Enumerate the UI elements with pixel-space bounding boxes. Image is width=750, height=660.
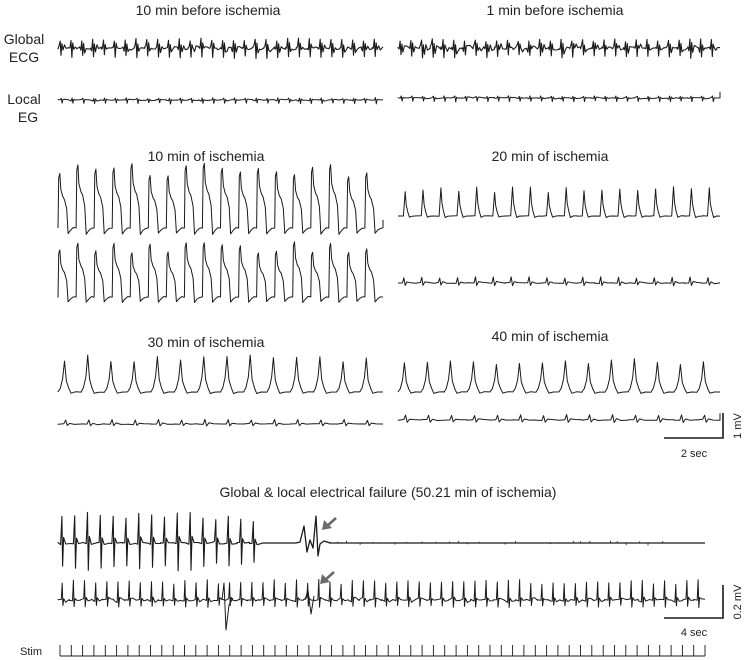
- scale-bar-lower-time: 4 sec: [680, 627, 708, 639]
- trace-line: [58, 419, 383, 426]
- trace-line: [60, 645, 705, 656]
- row-label-global-1: Global: [3, 31, 45, 47]
- row-label-local-2: EG: [17, 109, 39, 125]
- trace-line: [58, 242, 383, 303]
- trace-line: [212, 516, 262, 566]
- trace-20of-local: [398, 277, 720, 286]
- trace-1before-local: [398, 92, 720, 102]
- row-label-stim: Stim: [20, 646, 42, 658]
- trace-line: [58, 38, 383, 58]
- trace-10of-global: [58, 163, 383, 234]
- trace-line: [398, 277, 720, 286]
- trace-20of-global: [398, 187, 720, 218]
- trace-40of-global: [398, 359, 720, 394]
- scale-bar-upper-time: 2 sec: [680, 448, 708, 460]
- trace-failure-global: [58, 512, 705, 570]
- trace-30of-local: [58, 419, 383, 426]
- trace-line: [398, 39, 720, 59]
- trace-40of-local: [398, 413, 720, 422]
- trace-line: [58, 355, 383, 393]
- trace-line: [58, 163, 383, 234]
- trace-line: [398, 187, 720, 218]
- panel-title-failure: Global & local electrical failure (50.21 min of ischemia): [219, 484, 557, 500]
- scale-bar-upper-voltage: 1 mV: [732, 413, 744, 439]
- trace-line: [58, 98, 383, 104]
- trace-line: [58, 580, 705, 608]
- panel-title-10-before: 10 min before ischemia: [135, 2, 281, 18]
- trace-line: [398, 92, 720, 102]
- trace-line: [58, 512, 212, 570]
- trace-line: [305, 590, 314, 614]
- failure-arrow-local: [320, 572, 334, 584]
- panel-title-30-of: 30 min of ischemia: [147, 334, 265, 350]
- trace-line: [222, 583, 233, 630]
- trace-10before-global: [58, 38, 383, 58]
- failure-arrow-global: [322, 518, 336, 530]
- row-label-global-2: ECG: [8, 49, 40, 65]
- scale-bar-upper-lines: [664, 413, 723, 438]
- trace-30of-global: [58, 355, 383, 393]
- scale-bar-lower-voltage: 0.2 mV: [732, 584, 744, 620]
- trace-stim: [60, 645, 705, 656]
- row-label-local-1: Local: [7, 91, 41, 107]
- panel-title-1-before: 1 min before ischemia: [486, 2, 624, 18]
- scale-bar-upper: [664, 413, 744, 460]
- trace-1before-global: [398, 39, 720, 59]
- trace-line: [398, 413, 720, 422]
- panel-title-20-of: 20 min of ischemia: [491, 148, 609, 164]
- trace-10before-local: [58, 98, 383, 104]
- trace-failure-local: [58, 580, 705, 631]
- panel-title-40-of: 40 min of ischemia: [491, 328, 609, 344]
- trace-line: [262, 516, 705, 556]
- trace-line: [398, 359, 720, 394]
- trace-10of-local: [58, 242, 383, 303]
- panel-title-10-of: 10 min of ischemia: [147, 148, 265, 164]
